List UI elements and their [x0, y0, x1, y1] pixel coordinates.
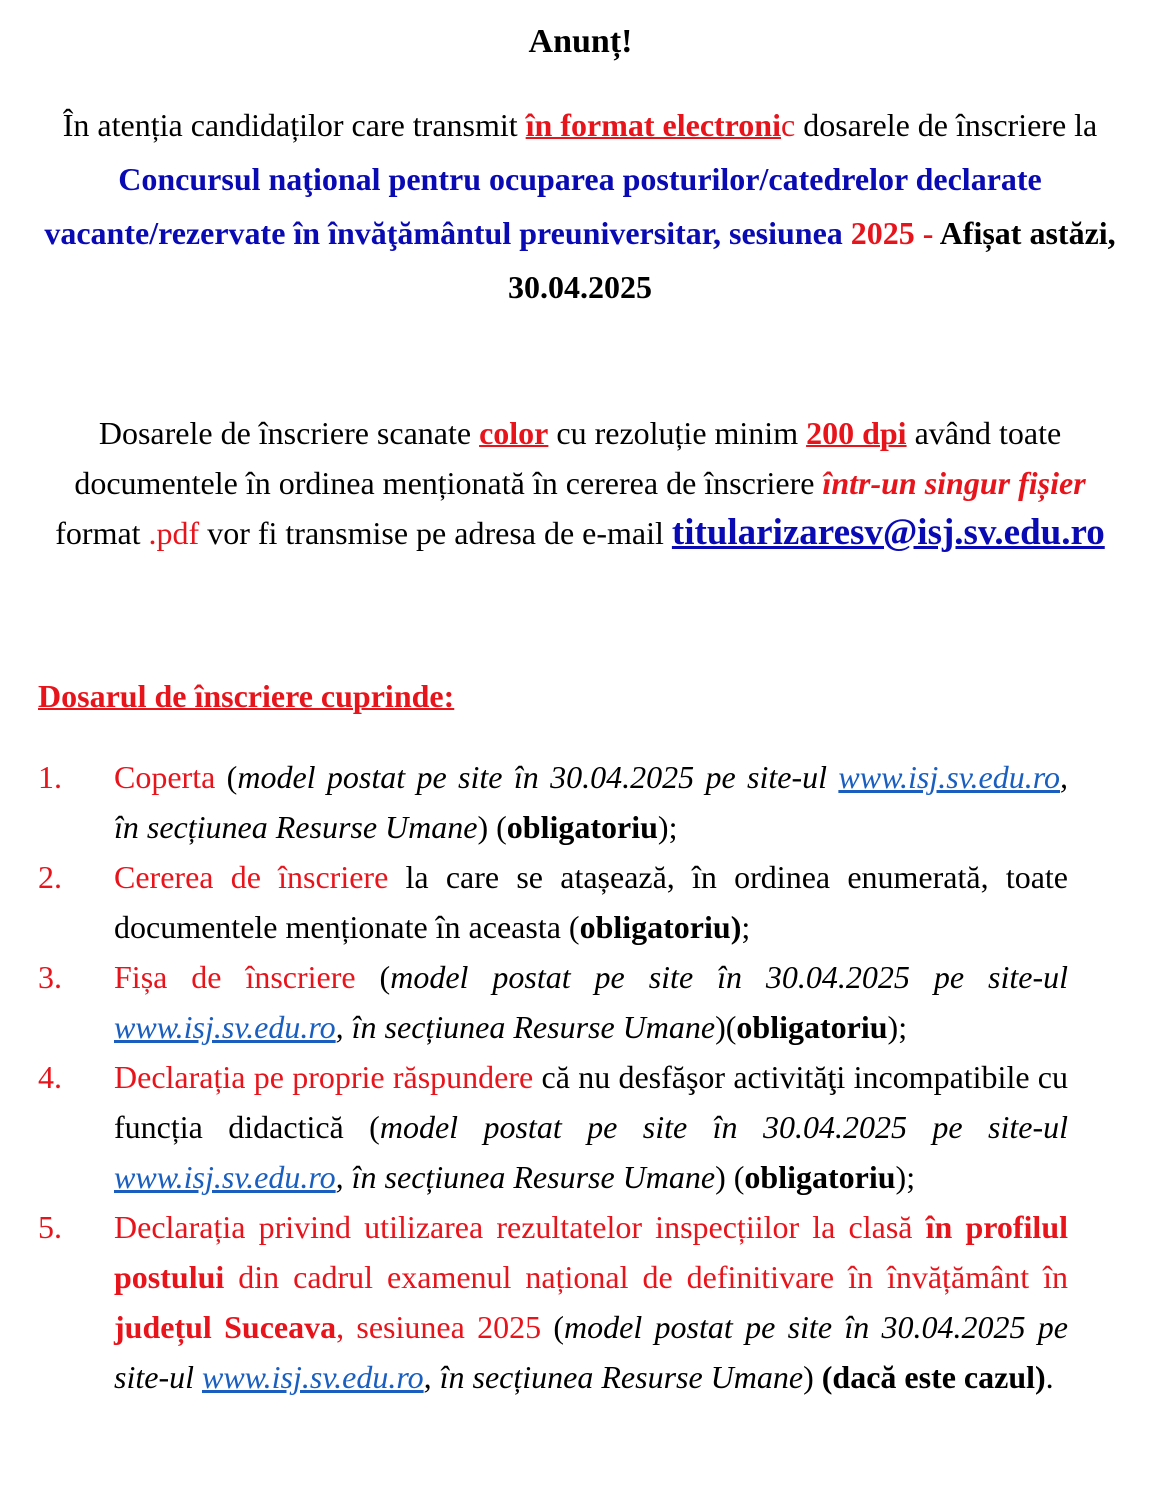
contest-year: 2025 — [850, 215, 915, 251]
model-note: model postat pe site în 30.04.2025 pe site-ul — [237, 759, 839, 795]
section-note: , în secțiunea Resurse Umane — [423, 1359, 804, 1395]
punct: ( — [215, 759, 238, 795]
intro-paragraph — [30, 98, 1130, 314]
punct: ) ( — [477, 809, 507, 845]
item-text: că nu desfăşor activităţi incompatibile cu funcția didactică ( — [114, 1059, 1069, 1145]
punct: )( — [715, 1009, 737, 1045]
item-name: Fișa de înscriere — [114, 959, 356, 995]
electronic-format-highlight: în format electroni — [525, 107, 781, 143]
item-name: Cererea de înscriere — [114, 859, 389, 895]
scan-text-3: având toate documentele în ordinea menționată în cererea de înscriere — [74, 415, 1062, 501]
dash: - — [914, 215, 940, 251]
post-profile: în profilul postului — [114, 1209, 1069, 1295]
scan-instructions — [30, 408, 1130, 558]
site-link[interactable]: www.isj.sv.edu.ro — [201, 1359, 424, 1395]
item-number: 5. — [38, 1209, 62, 1245]
posted-date: Afișat astăzi, 30.04.2025 — [508, 215, 1116, 305]
item-number: 4. — [38, 1059, 62, 1095]
electronic-format-tail: c — [780, 107, 796, 143]
item-number: 2. — [38, 859, 62, 895]
required-label: obligatoriu — [736, 1009, 888, 1045]
required-label: obligatoriu — [506, 809, 658, 845]
site-link[interactable]: www.isj.sv.edu.ro — [114, 1009, 336, 1045]
section-note: , în secțiunea Resurse Umane — [335, 1159, 716, 1195]
scan-text-4: format — [55, 515, 149, 551]
section-note: , în secțiunea Resurse Umane — [335, 1009, 716, 1045]
intro-text-2: dosarele de înscriere la — [795, 107, 1098, 143]
single-file-requirement: într-un singur fișier — [822, 465, 1086, 501]
item-text: la care se atașează, în ordinea enumerată, toate documentele menționate în aceasta ( — [114, 859, 1069, 945]
required-label: obligatoriu — [744, 1159, 896, 1195]
punct: ); — [887, 1009, 908, 1045]
intro-text: În atenția candidaților care transmit — [62, 107, 526, 143]
punct: ); — [657, 809, 678, 845]
model-note: model postat pe site în 30.04.2025 pe site-ul — [114, 1309, 1068, 1395]
item-number: 1. — [38, 759, 62, 795]
punct: ) — [803, 1359, 822, 1395]
list-item — [38, 1202, 1068, 1402]
section-title: Dosarul de înscriere cuprinde: — [38, 678, 455, 714]
pdf-format: .pdf — [148, 515, 200, 551]
page-title: Anunț! — [528, 23, 633, 60]
scan-text-2: cu rezoluție minim — [548, 415, 807, 451]
list-item — [38, 1052, 1068, 1202]
punct: ; — [741, 909, 751, 945]
email-link[interactable]: titularizaresv@isj.sv.edu.ro — [671, 512, 1105, 553]
item-number: 3. — [38, 959, 62, 995]
punct: ( — [355, 959, 391, 995]
item-text: din cadrul examenul național de definitivare în învățământ în — [224, 1259, 1068, 1295]
punct: . — [1045, 1359, 1054, 1395]
section-note: , în secțiunea Resurse Umane — [114, 759, 1069, 845]
model-note: model postat pe site în 30.04.2025 pe site-ul — [390, 959, 1069, 995]
scan-text-5: vor fi transmise pe adresa de e-mail — [199, 515, 672, 551]
list-item — [38, 852, 1068, 952]
site-link[interactable]: www.isj.sv.edu.ro — [838, 759, 1061, 795]
scan-text-1: Dosarele de înscriere scanate — [98, 415, 480, 451]
item-name: Declarația pe proprie răspundere — [114, 1059, 534, 1095]
dpi-requirement: 200 dpi — [806, 415, 907, 451]
contest-name: Concursul naţional pentru ocuparea posturilor/catedrelor declarate vacante/rezervate în învăţământul preuniversitar, sesiunea — [44, 161, 1042, 251]
model-note: model postat pe site în 30.04.2025 pe site-ul — [379, 1109, 1069, 1145]
color-requirement: color — [479, 415, 549, 451]
requirements-list — [38, 752, 1068, 1402]
punct: ( — [553, 1309, 565, 1345]
punct: ) ( — [715, 1159, 745, 1195]
conditional-label: (dacă este cazul) — [821, 1359, 1046, 1395]
list-item — [38, 752, 1068, 852]
list-item — [38, 952, 1068, 1052]
item-text-2: , sesiunea 2025 — [336, 1309, 554, 1345]
required-label: obligatoriu) — [579, 909, 742, 945]
site-link[interactable]: www.isj.sv.edu.ro — [114, 1159, 336, 1195]
item-name: Coperta — [114, 759, 216, 795]
item-name: Declarația privind utilizarea rezultatelor inspecțiilor la clasă — [114, 1209, 926, 1245]
county: județul Suceava — [114, 1309, 337, 1345]
punct: ); — [895, 1159, 916, 1195]
